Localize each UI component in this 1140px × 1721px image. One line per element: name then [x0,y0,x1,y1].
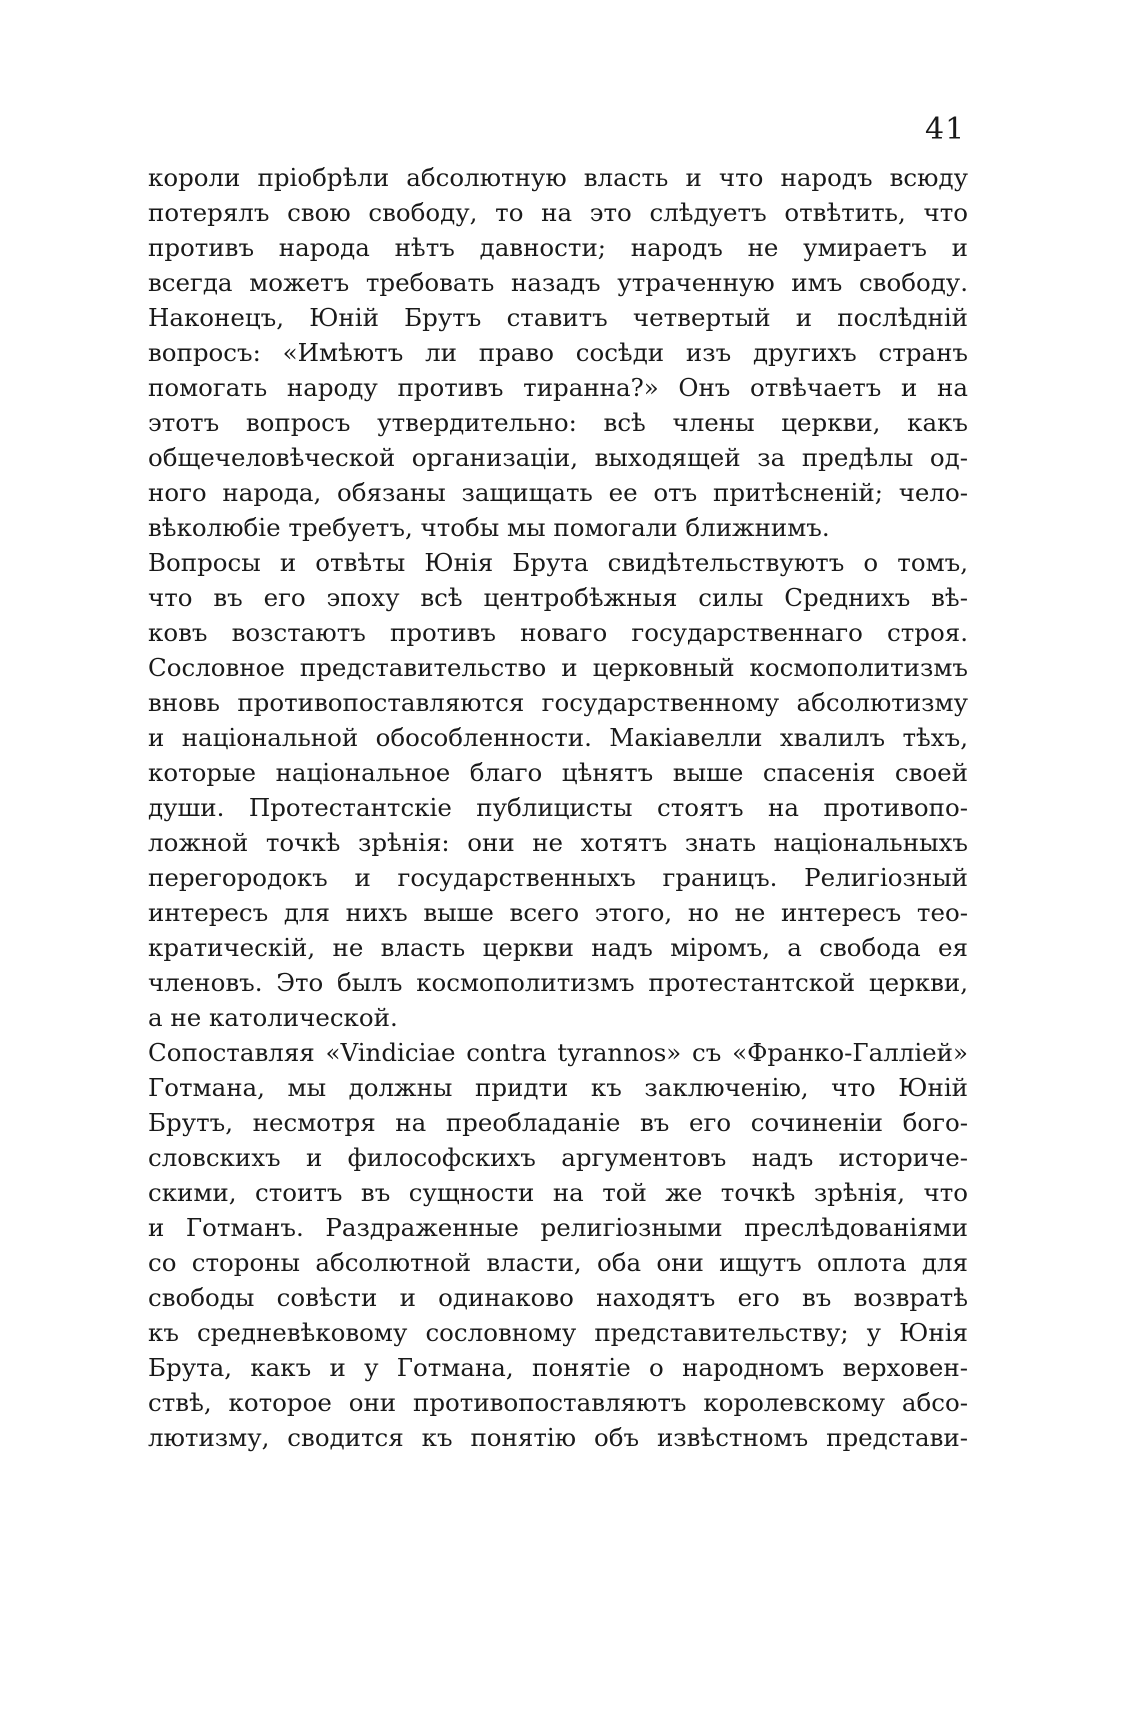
text-line: ковъ возстаютъ противъ новаго государственнаго строя. [148,618,968,647]
text-line: Сопоставляя «Vindiciae contra tyrannos» съ «Франко-Галліей» [148,1038,968,1067]
body-text [148,160,968,1455]
text-line: общечеловѣческой организаціи, выходящей за предѣлы од- [148,443,968,472]
text-line: ного народа, обязаны защищать ее отъ притѣсненій; чело- [148,478,968,507]
text-line: что въ его эпоху всѣ центробѣжныя силы Среднихъ вѣ- [148,583,968,612]
text-line: со стороны абсолютной власти, оба они ищутъ оплота для [148,1248,968,1277]
page-number: 41 [925,112,966,147]
text-line: противъ народа нѣтъ давности; народъ не умираетъ и [148,233,968,262]
text-line: и національной обособленности. Макіавелли хвалилъ тѣхъ, [148,723,968,752]
text-line: а не католической. [148,1003,398,1032]
text-line: помогать народу противъ тиранна?» Онъ отвѣчаетъ и на [148,373,968,402]
text-line: вѣколюбіе требуетъ, чтобы мы помогали ближнимъ. [148,513,830,542]
text-line: свободы совѣсти и одинаково находятъ его въ возвратѣ [148,1283,968,1312]
text-line: короли пріобрѣли абсолютную власть и что народъ всюду [148,163,968,192]
text-line: словскихъ и философскихъ аргументовъ надъ историче- [148,1143,968,1172]
text-line: кратическій, не власть церкви надъ міромъ, а свобода ея [148,933,968,962]
text-line: всегда можетъ требовать назадъ утраченную имъ свободу. [148,268,968,297]
text-line: Наконецъ, Юній Брутъ ставитъ четвертый и послѣдній [148,303,968,332]
text-line: ствѣ, которое они противопоставляютъ королевскому абсо- [148,1388,968,1417]
text-line: души. Протестантскіе публицисты стоятъ на противопо- [148,793,968,822]
text-line: перегородокъ и государственныхъ границъ. Религіозный [148,863,968,892]
text-line: скими, стоитъ въ сущности на той же точкѣ зрѣнія, что [148,1178,968,1207]
text-line: которые національное благо цѣнятъ выше спасенія своей [148,758,968,787]
text-line: къ средневѣковому сословному представительству; у Юнія [148,1318,968,1347]
text-line: Сословное представительство и церковный космополитизмъ [148,653,968,682]
text-line: вновь противопоставляются государственному абсолютизму [148,688,968,717]
text-line: Брута, какъ и у Готмана, понятіе о народномъ верховен- [148,1353,968,1382]
text-line: лютизму, сводится къ понятію объ извѣстномъ представи- [148,1423,968,1452]
text-line: Вопросы и отвѣты Юнія Брута свидѣтельствуютъ о томъ, [148,548,968,577]
text-line: потерялъ свою свободу, то на это слѣдуетъ отвѣтить, что [148,198,968,227]
text-line: членовъ. Это былъ космополитизмъ протестантской церкви, [148,968,968,997]
text-line: интересъ для нихъ выше всего этого, но не интересъ тео- [148,898,968,927]
text-line: этотъ вопросъ утвердительно: всѣ члены церкви, какъ [148,408,968,437]
text-line: ложной точкѣ зрѣнія: они не хотятъ знать національныхъ [148,828,968,857]
text-line: и Готманъ. Раздраженные религіозными преслѣдованіями [148,1213,968,1242]
text-line: Готмана, мы должны придти къ заключенію, что Юній [148,1073,968,1102]
text-line: Брутъ, несмотря на преобладаніе въ его сочиненіи бого- [148,1108,968,1137]
text-line: вопросъ: «Имѣютъ ли право сосѣди изъ другихъ странъ [148,338,968,367]
